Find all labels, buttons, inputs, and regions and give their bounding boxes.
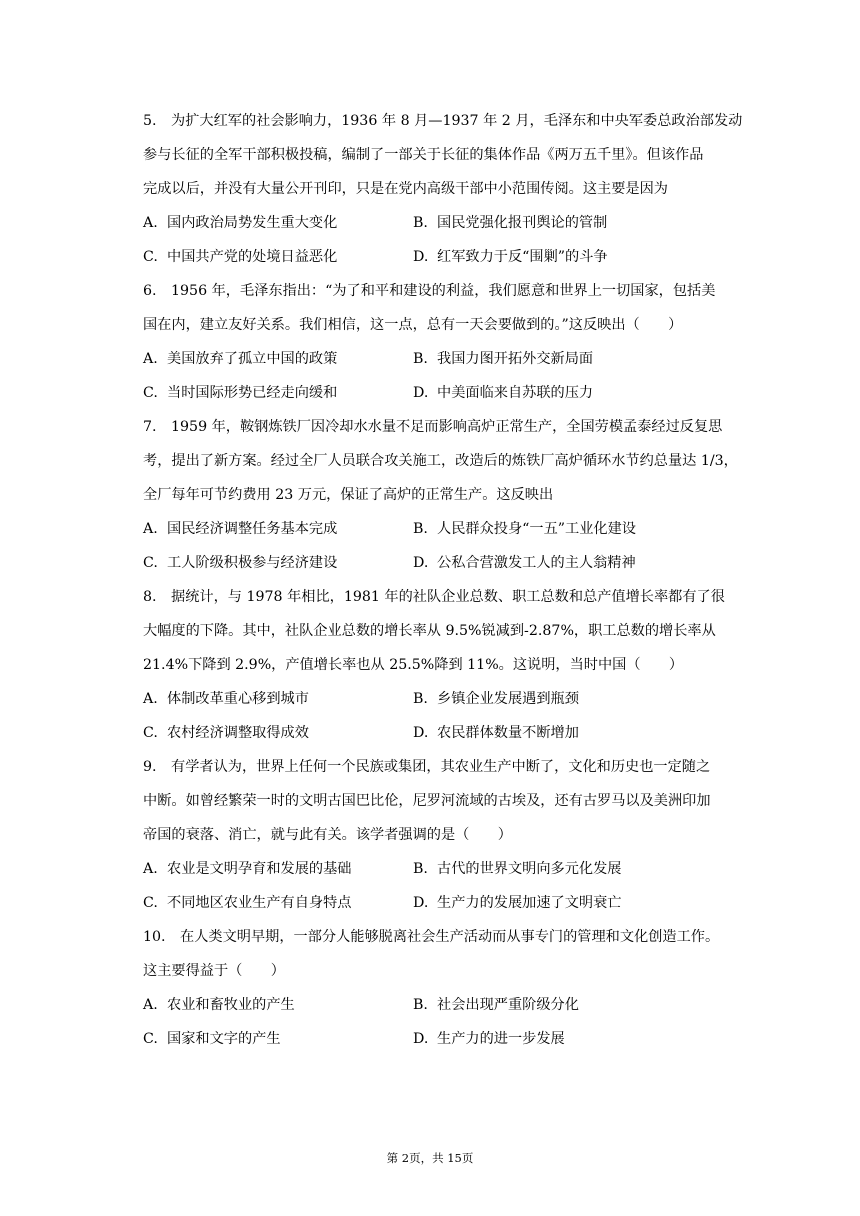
- question-stem-line: 1956 年，毛泽东指出：“为了和平和建设的利益，我们愿意和世界上一切国家，包括美: [171, 283, 716, 299]
- option-c: C. 不同地区农业生产有自身特点: [143, 895, 352, 911]
- question-stem-line: 完成以后，并没有大量公开刊印，只是在党内高级干部中小范围传阅。这主要是因为: [143, 181, 668, 197]
- option-d: D. 公私合营激发工人的主人翁精神: [413, 555, 636, 571]
- question-10: [143, 920, 783, 1056]
- question-number: 6.: [143, 283, 157, 299]
- option-b: B. 古代的世界文明向多元化发展: [413, 861, 622, 877]
- option-a: A. 国内政治局势发生重大变化: [143, 215, 338, 231]
- option-a: A. 美国放弃了孤立中国的政策: [143, 351, 338, 367]
- question-8: [143, 580, 783, 750]
- option-d: D. 红军致力于反“围剿”的斗争: [413, 249, 608, 265]
- question-number: 8.: [143, 589, 157, 605]
- question-9: [143, 750, 783, 920]
- question-7: [143, 410, 783, 580]
- question-number: 7.: [143, 419, 157, 435]
- option-d: D. 农民群体数量不断增加: [413, 725, 579, 741]
- question-stem-line: 1959 年，鞍钢炼铁厂因冷却水水量不足而影响高炉正常生产，全国劳模孟泰经过反复思: [171, 419, 723, 435]
- option-a: A. 农业是文明孕育和发展的基础: [143, 861, 352, 877]
- option-c: C. 中国共产党的处境日益恶化: [143, 249, 338, 265]
- question-stem-line: 有学者认为，世界上任何一个民族或集团，其农业生产中断了，文化和历史也一定随之: [171, 759, 711, 775]
- option-c: C. 工人阶级积极参与经济建设: [143, 555, 338, 571]
- question-number: 5.: [143, 113, 157, 129]
- question-stem-line: 据统计，与 1978 年相比，1981 年的社队企业总数、职工总数和总产值增长率都有了很: [171, 589, 725, 605]
- option-d: D. 生产力的发展加速了文明衰亡: [413, 895, 622, 911]
- option-b: B. 国民党强化报刊舆论的管制: [413, 215, 608, 231]
- option-c: C. 农村经济调整取得成效: [143, 725, 309, 741]
- question-list: [143, 104, 783, 1056]
- option-c: C. 国家和文字的产生: [143, 1031, 281, 1047]
- question-stem-line: 这主要得益于（ ）: [143, 963, 285, 979]
- option-d: D. 中美面临来自苏联的压力: [413, 385, 594, 401]
- option-a: A. 农业和畜牧业的产生: [143, 997, 295, 1013]
- question-number: 9.: [143, 759, 157, 775]
- question-stem-line: 在人类文明早期，一部分人能够脱离社会生产活动而从事专门的管理和文化创造工作。: [180, 929, 720, 945]
- question-stem-line: 为扩大红军的社会影响力，1936 年 8 月—1937 年 2 月，毛泽东和中央军委总政治部发动: [171, 113, 743, 129]
- option-b: B. 乡镇企业发展遇到瓶颈: [413, 691, 579, 707]
- option-a: A. 体制改革重心移到城市: [143, 691, 309, 707]
- option-d: D. 生产力的进一步发展: [413, 1031, 565, 1047]
- question-stem-line: 参与长征的全军干部积极投稿，编制了一部关于长征的集体作品《两万五千里》。但该作品: [143, 147, 704, 163]
- question-stem-line: 全厂每年可节约费用 23 万元，保证了高炉的正常生产。这反映出: [143, 487, 554, 503]
- question-stem-line: 考，提出了新方案。经过全厂人员联合攻关施工，改造后的炼铁厂高炉循环水节约总量达 1/3，: [143, 453, 738, 469]
- page-footer: 第 2页，共 15页: [386, 1151, 474, 1165]
- question-stem-line: 中断。如曾经繁荣一时的文明古国巴比伦，尼罗河流域的古埃及，还有古罗马以及美洲印加: [143, 793, 711, 809]
- option-b: B. 人民群众投身“一五”工业化建设: [413, 521, 636, 537]
- option-c: C. 当时国际形势已经走向缓和: [143, 385, 338, 401]
- question-stem-line: 国在内，建立友好关系。我们相信，这一点，总有一天会要做到的。”这反映出（ ）: [143, 317, 683, 333]
- question-stem-line: 帝国的衰落、消亡，就与此有关。该学者强调的是（ ）: [143, 827, 512, 843]
- question-stem-line: 大幅度的下降。其中，社队企业总数的增长率从 9.5%锐减到-2.87%，职工总数的增长率从: [143, 623, 716, 639]
- question-5: [143, 104, 783, 274]
- question-6: [143, 274, 783, 410]
- option-b: B. 社会出现严重阶级分化: [413, 997, 579, 1013]
- option-b: B. 我国力图开拓外交新局面: [413, 351, 594, 367]
- question-stem-line: 21.4%下降到 2.9%，产值增长率也从 25.5%降到 11%。这说明，当时中国（ ）: [143, 657, 684, 673]
- option-a: A. 国民经济调整任务基本完成: [143, 521, 338, 537]
- question-number: 10.: [143, 929, 166, 945]
